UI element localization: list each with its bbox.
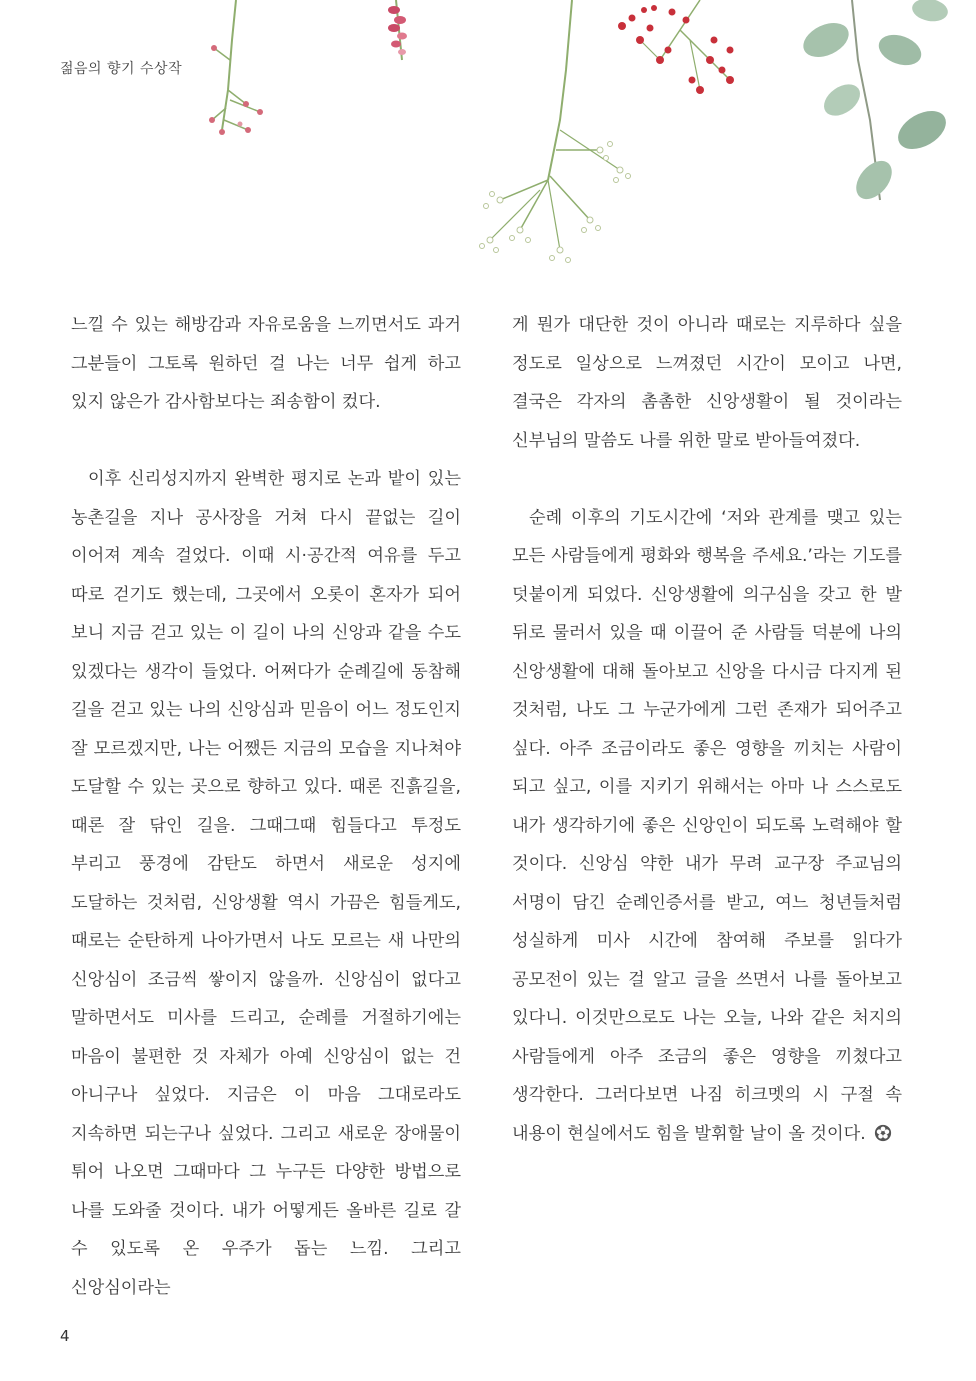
red-berry-sprig-icon <box>618 0 734 94</box>
series-title: 젊음의 향기 수상작 <box>60 61 183 77</box>
pink-spike-flower-icon <box>388 0 407 60</box>
paragraph: 느낄 수 있는 해방감과 자유로움을 느끼면서도 과거 그분들이 그토록 원하던 걸 나는 너무 쉽게 하고 있지 않은가 감사함보다는 죄송함이 컸다. <box>71 315 461 412</box>
right-column <box>512 306 902 1192</box>
left-column <box>71 306 461 1346</box>
pink-blossom-sprig-icon <box>209 0 263 135</box>
eucalyptus-branch-icon <box>798 0 953 206</box>
paragraph-final <box>512 499 902 1154</box>
page-number: 4 <box>60 1327 70 1345</box>
babys-breath-sprig-icon <box>480 0 631 263</box>
botanical-decoration <box>0 0 976 290</box>
paragraph: 게 뭔가 대단한 것이 아니라 때로는 지루하다 싶을 정도로 일상으로 느껴졌던 시간이 모이고 나면, 결국은 각자의 촘촘한 신앙생활이 될 것이라는 신부님의 말씀도 나를 위한 말로 받아들여졌다. <box>512 315 902 451</box>
paragraph: 이후 신리성지까지 완벽한 평지로 논과 밭이 있는 농촌길을 지나 공사장을 거쳐 다시 끝없는 길이 이어져 계속 걸었다. 이때 시·공간적 여유를 두고 따로 걷기도 했는데, 그곳에서 오롯이 혼자가 되어 보니 지금 걷고 있는 이 길이 나의 신앙과 같을 수도 있겠다는 생각이 들었다. 어쩌다가 순례길에 동참해 길을 걷고 있는 나의 신앙심과 믿음이 어느 정도인지 잘 모르겠지만, 나는 어쨌든 지금의 모습을 지나쳐야 도달할 수 있는 곳으로 향하고 있다. 때론 진흙길을, 때론 잘 닦인 길을. 그때그때 힘들다고 투정도 부리고 풍경에 감탄도 하면서 새로운 성지에 도달하는 것처럼, 신앙생활 역시 가끔은 힘들게도, 때로는 순탄하게 나아가면서 나도 모르는 새 나만의 신앙심이 조금씩 쌓이지 않을까. 신앙심이 없다고 말하면서도 미사를 드리고, 순례를 거절하기에는 마음이 불편한 것 자체가 아예 신앙심이 없는 건 아니구나 싶었다. 지금은 이 마음 그대로라도 지속하면 되는구나 싶었다. 그리고 새로운 장애물이 튀어 나오면 그때마다 그 누구든 다양한 방법으로 나를 도와줄 것이다. 내가 어떻게든 올바른 길로 갈 수 있도록 온 우주가 돕는 느낌. 그리고 신앙심이라는 <box>71 469 461 1298</box>
flower-end-mark-icon <box>874 1124 892 1142</box>
paragraph-text: 순례 이후의 기도시간에 ‘저와 관계를 맺고 있는 모든 사람들에게 평화와 행복을 주세요.’라는 기도를 덧붙이게 되었다. 신앙생활에 의구심을 갖고 한 발 뒤로 물러서 있을 때 이끌어 준 사람들 덕분에 나의 신앙생활에 대해 돌아보고 신앙을 다시금 다지게 된 것처럼, 나도 그 누군가에게 그런 존재가 되어주고 싶다. 아주 조금이라도 좋은 영향을 끼치는 사람이 되고 싶고, 이를 지키기 위해서는 아마 나 스스로도 내가 생각하기에 좋은 신앙인이 되도록 노력해야 할 것이다. 신앙심 약한 내가 무려 교구장 주교님의 서명이 담긴 순례인증서를 받고, 여느 청년들처럼 성실하게 미사 시간에 참여해 주보를 읽다가 공모전이 있는 걸 알고 글을 쓰면서 나를 돌아보고 있다니. 이것만으로도 나는 오늘, 나와 같은 처지의 사람들에게 아주 조금의 좋은 영향을 끼쳤다고 생각한다. 그러다보면 나짐 히크멧의 시 구절 속 내용이 현실에서도 힘을 발휘할 날이 올 것이다. <box>512 507 902 1144</box>
